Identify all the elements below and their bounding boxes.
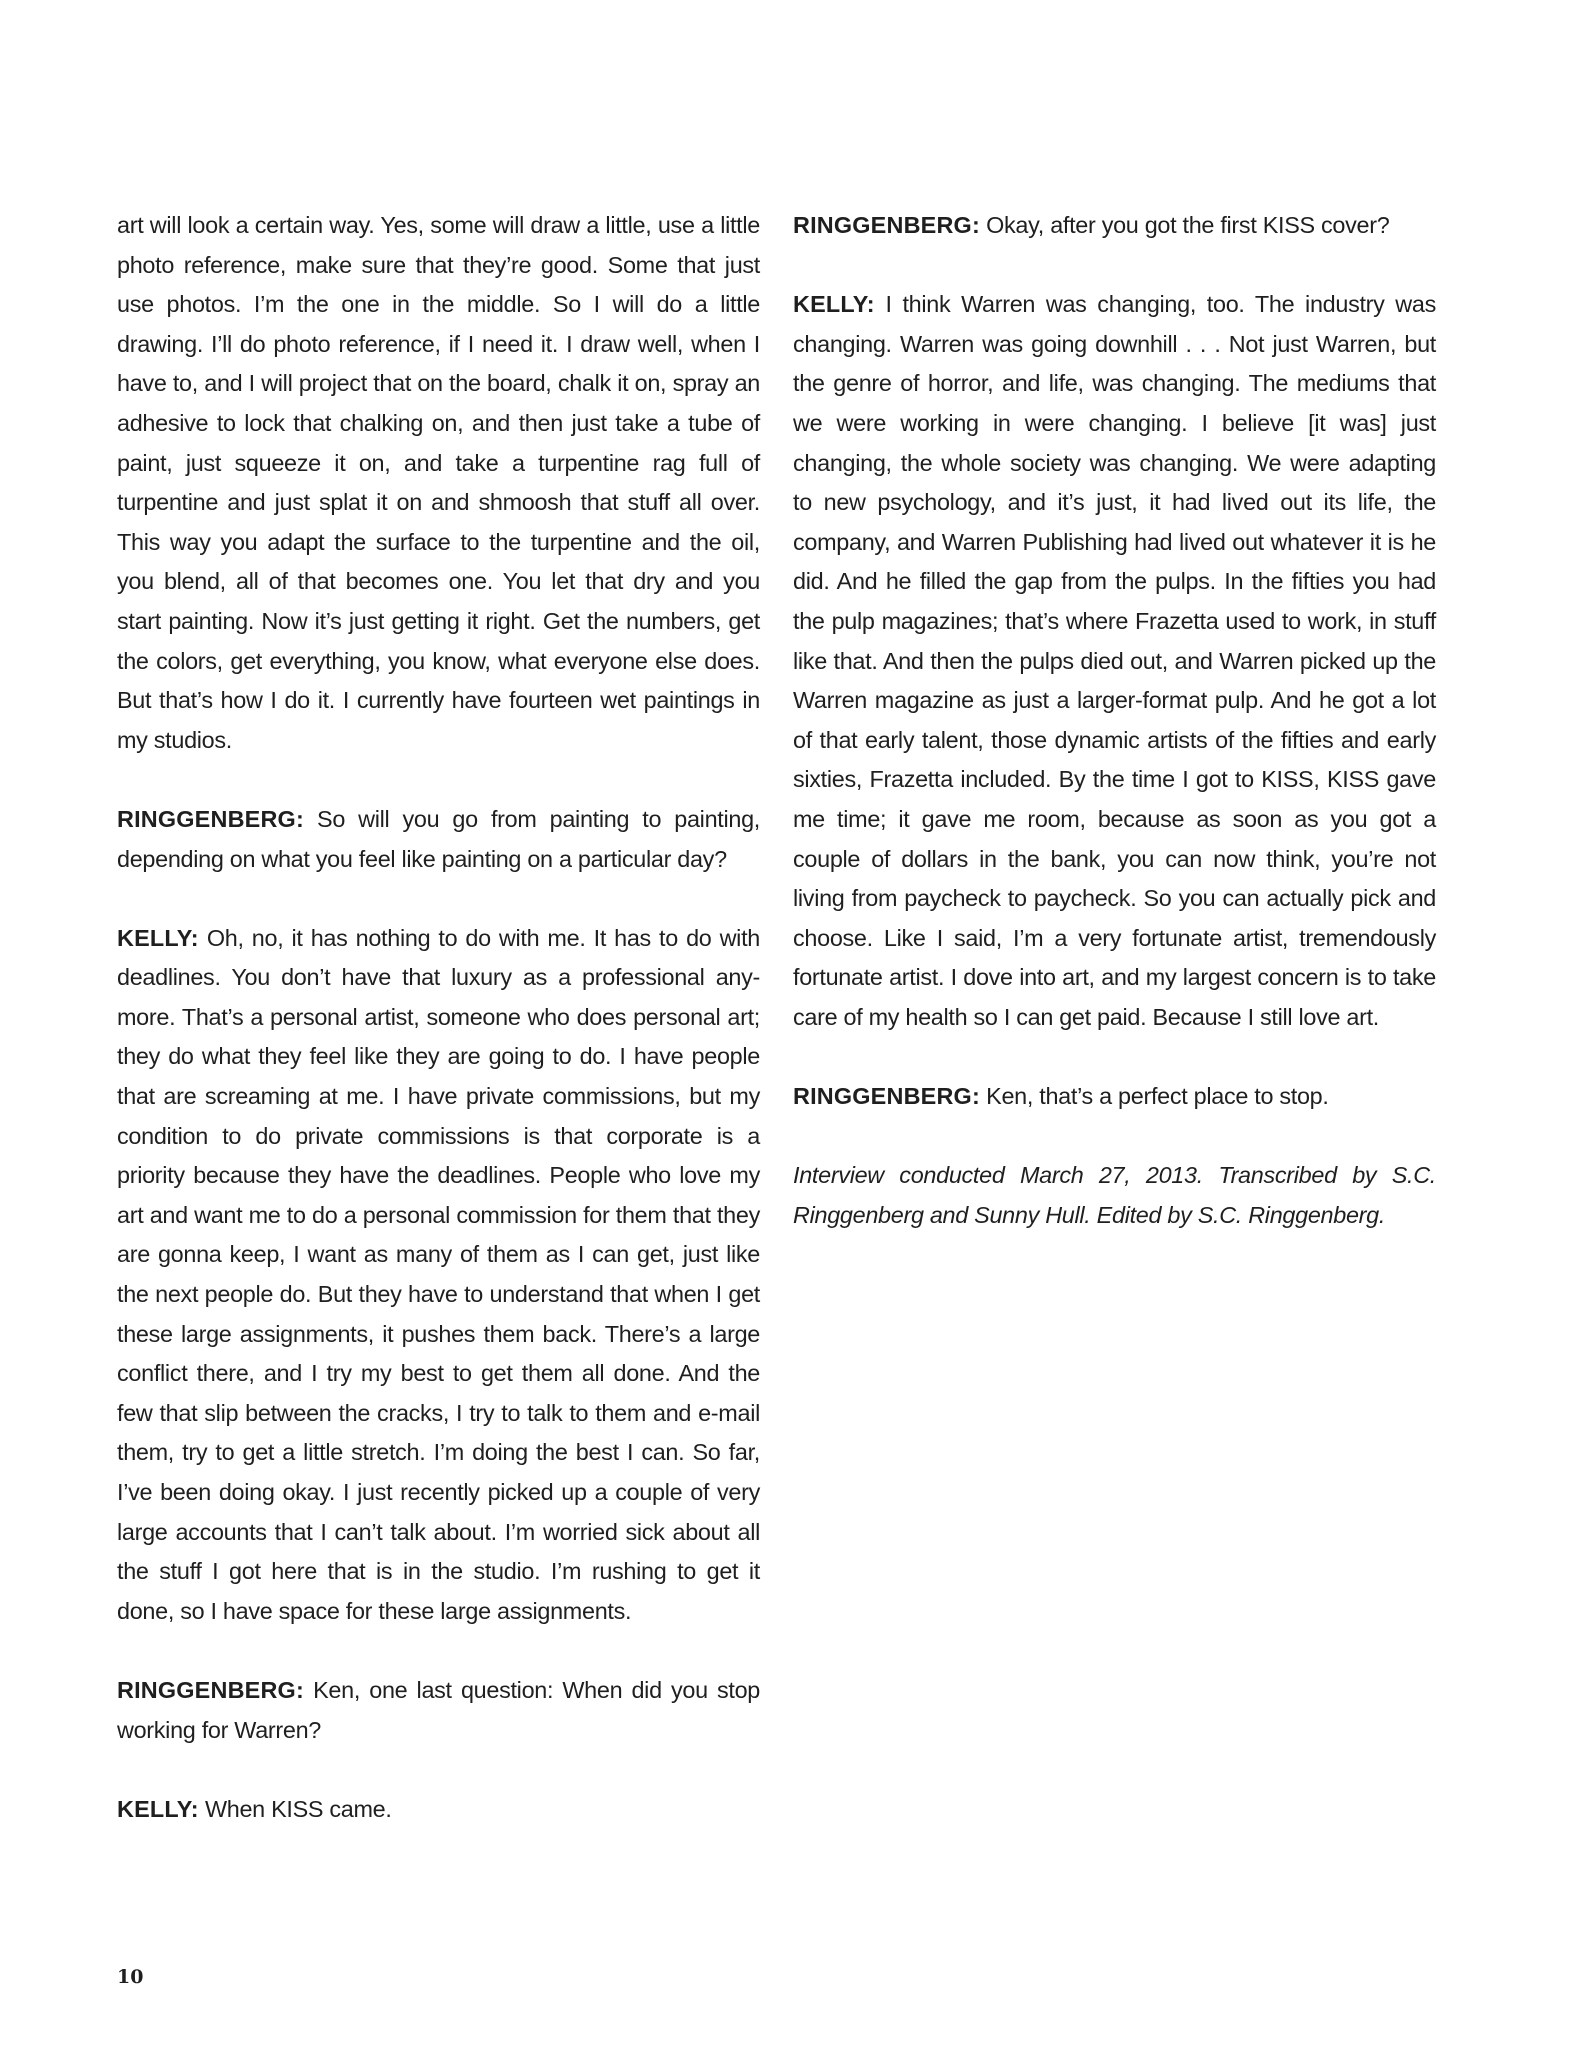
right-column xyxy=(793,206,1436,1275)
interview-credits xyxy=(793,1156,1436,1235)
speaker-label: KELLY: xyxy=(117,1795,199,1822)
answer-deadlines xyxy=(117,919,760,1632)
paragraph-text: Oh, no, it has nothing to do with me. It has to do with deadlines. You don’t have that luxury as a professional any-more. That’s a personal artist, someone who does personal art; they do what they feel like they are going to do. I have people that are screaming at me. I have private commissions, but my condition to do private commissions is that corporate is a priority because they have the deadlines. People who love my art and want me to do a personal commission for them that they are gonna keep, I want as many of them as I can get, just like the next people do. But they have to understand that when I get these large assignments, it pushes them back. There’s a large conflict there, and I try my best to get them all done. And the few that slip between the cracks, I try to talk to them and e-mail them, try to get a little stretch. I’m doing the best I can. So far, I’ve been doing okay. I just recently picked up a couple of very large accounts that I can’t talk about. I’m worried sick about all the stuff I got here that is in the studio. I’m rushing to get it done, so I have space for these large assignments. xyxy=(117,924,760,1624)
question-stop-working-warren xyxy=(117,1671,760,1750)
speaker-label: RINGGENBERG: xyxy=(793,212,980,238)
answer-warren-changing xyxy=(793,285,1436,1037)
credits-text: Interview conducted March 27, 2013. Transcribed by S.C. Ringgenberg and Sunny Hull. Edited by S.C. Ringgenberg. xyxy=(793,1162,1436,1228)
paragraph-text: art will look a certain way. Yes, some will draw a little, use a little photo reference, make sure that they’re good. Some that just use photos. I’m the one in the middle. So I will do a little drawing. I’ll do photo reference, if I need it. I draw well, when I have to, and I will project that on the board, chalk it on, spray an adhesive to lock that chalking on, and then just take a tube of paint, just squeeze it on, and take a turpentine rag full of turpentine and just splat it on and shmoosh that stuff all over. This way you adapt the surface to the turpentine and the oil, you blend, all of that becomes one. You let that dry and you start painting. Now it’s just getting it right. Get the numbers, get the colors, get everything, you know, what everyone else does. But that’s how I do it. I currently have fourteen wet paintings in my studios. xyxy=(117,212,760,753)
paragraph-text: Ken, one last question: When did you stop working for Warren? xyxy=(117,1676,760,1743)
question-painting-to-painting xyxy=(117,800,760,879)
paragraph-technique xyxy=(117,206,760,760)
speaker-label: KELLY: xyxy=(793,291,875,318)
speaker-label: RINGGENBERG: xyxy=(117,1676,304,1703)
paragraph-text: Okay, after you got the first KISS cover? xyxy=(979,212,1390,238)
closing-remark xyxy=(793,1077,1436,1117)
paragraph-text: When KISS came. xyxy=(198,1795,392,1822)
speaker-label: RINGGENBERG: xyxy=(117,805,304,832)
answer-kiss-came xyxy=(117,1790,760,1830)
question-first-kiss-cover xyxy=(793,206,1436,246)
paragraph-text: I think Warren was changing, too. The industry was changing. Warren was going downhill . . . Not just Warren, but the genre of horror, and life, was changing. The mediums that we were working in were changing. I believe [it was] just changing, the whole society was changing. We were adapting to new psychology, and it’s just, it had lived out its life, the company, and Warren Publishing had lived out whatever it is he did. And he filled the gap from the pulps. In the fifties you had the pulp magazines; that’s where Frazetta used to work, in stuff like that. And then the pulps died out, and Warren picked up the Warren magazine as just a larger-format pulp. And he got a lot of that early talent, those dynamic artists of the fifties and early sixties, Frazetta included. By the time I got to KISS, KISS gave me time; it gave me room, because as soon as you got a couple of dollars in the bank, you can now think, you’re not living from paycheck to paycheck. So you can actually pick and choose. Like I said, I’m a very fortunate artist, tremendously fortunate artist. I dove into art, and my largest concern is to take care of my health so I can get paid. Because I still love art. xyxy=(793,291,1436,1030)
speaker-label: KELLY: xyxy=(117,924,199,951)
left-column xyxy=(117,206,760,1869)
page-number: 10 xyxy=(117,1966,144,1988)
speaker-label: RINGGENBERG: xyxy=(793,1083,980,1110)
paragraph-text: So will you go from painting to painting, depending on what you feel like painting on a particular day? xyxy=(117,805,760,872)
paragraph-text: Ken, that’s a perfect place to stop. xyxy=(979,1083,1329,1110)
